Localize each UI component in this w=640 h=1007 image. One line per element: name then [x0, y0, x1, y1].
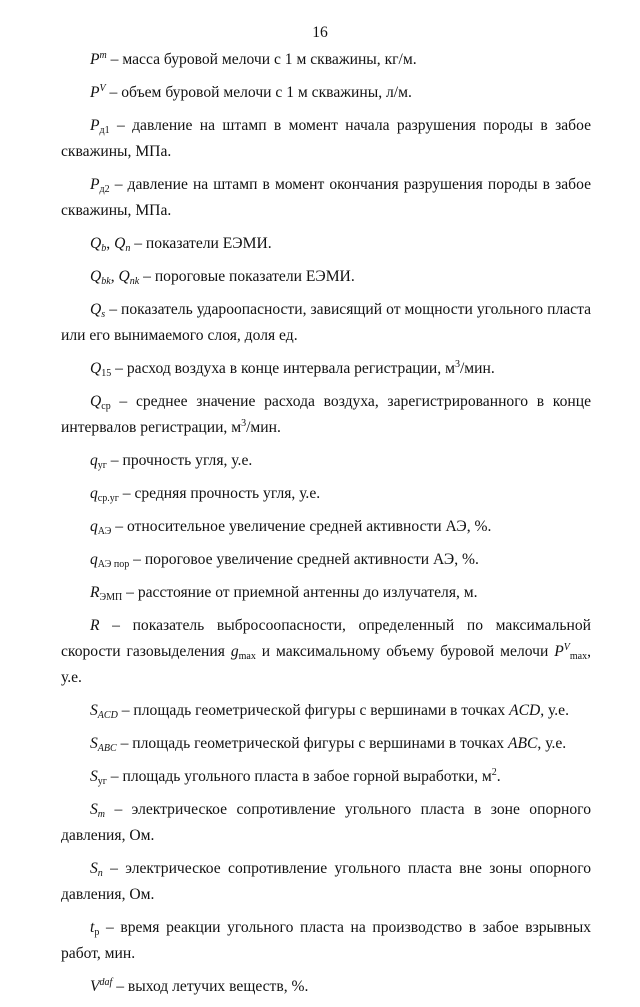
symbol-subscript: АЭ [97, 526, 112, 537]
definition-text: – прочность угля, у.е. [106, 452, 253, 469]
symbol-subscript: уг [97, 776, 107, 787]
definition-t-r [61, 915, 591, 967]
symbol: R [90, 584, 100, 601]
definition-v-daf [61, 974, 591, 1000]
definition-text: – давление на штамп в момент начала разрушения породы в забое скважины, МПа. [61, 117, 591, 160]
separator: , [106, 235, 115, 252]
definition-q-bk-q-nk [61, 264, 591, 290]
symbol: q [90, 485, 98, 502]
symbol: Q [90, 360, 102, 377]
definition-text: – площадь геометрической фигуры с вершинами в точках [117, 702, 510, 719]
definition-text: – площадь геометрической фигуры с вершинами в точках [116, 735, 508, 752]
definition-text: – масса буровой мелочи с 1 м скважины, кг/м. [106, 51, 417, 68]
symbol: Q [90, 301, 102, 318]
symbol-subscript: д2 [99, 184, 110, 195]
unit-exponent: 2 [491, 767, 497, 778]
unit-exponent: 3 [241, 418, 247, 429]
inline-symbol: ABC [507, 735, 538, 752]
definition-text: – относительное увеличение средней активности АЭ, %. [111, 518, 492, 535]
definition-p-m [61, 47, 591, 73]
definition-q-s [61, 297, 591, 349]
definition-q-sr [61, 389, 591, 441]
definition-q-b-q-n [61, 231, 591, 257]
symbol-superscript: daf [99, 977, 113, 988]
symbol: P [90, 176, 100, 193]
definition-text: – пороговое увеличение средней активности АЭ, %. [129, 551, 479, 568]
definition-text: – расход воздуха в конце интервала регистрации, м [111, 360, 455, 377]
definition-text: – электрическое сопротивление угольного пласта в зоне опорного давления, Ом. [61, 801, 591, 844]
inline-symbol: P [554, 643, 564, 660]
inline-symbol: g [230, 643, 239, 660]
definition-text-end: /мин. [246, 419, 281, 436]
definition-text: – показатели ЕЭМИ. [130, 235, 272, 252]
definition-text: – время реакции угольного пласта на производство в забое взрывных работ, мин. [61, 919, 591, 962]
symbol-subscript: р [94, 927, 100, 938]
symbol-subscript: m [97, 809, 106, 820]
definition-text: – средняя прочность угля, у.е. [118, 485, 321, 502]
symbol-subscript: s [101, 309, 106, 320]
symbol: R [90, 617, 100, 634]
page-number: 16 [312, 24, 328, 41]
symbol: S [90, 801, 98, 818]
definition-text: – электрическое сопротивление угольного пласта вне зоны опорного давления, Ом. [61, 860, 591, 903]
symbol: P [90, 117, 100, 134]
symbol-subscript: уг [97, 460, 107, 471]
definition-q-ae-por [61, 547, 591, 573]
definition-s-n [61, 856, 591, 908]
symbol: Q [118, 268, 130, 285]
symbol: V [90, 978, 100, 995]
symbol: S [90, 768, 98, 785]
symbol-subscript: ACD [97, 710, 118, 721]
inline-symbol-superscript: V [563, 642, 570, 653]
symbol: q [90, 452, 98, 469]
inline-symbol: ACD [509, 702, 541, 719]
symbol-subscript: д1 [99, 125, 110, 136]
symbol-superscript: m [99, 50, 107, 61]
symbol: t [90, 919, 95, 936]
symbol-subscript: n [125, 243, 131, 254]
definition-s-acd [61, 698, 591, 724]
symbol-subscript: bk [101, 276, 111, 287]
symbol-subscript: nk [129, 276, 140, 287]
definition-q-ae [61, 514, 591, 540]
definition-text: – выход летучих веществ, %. [112, 978, 309, 995]
symbol: S [90, 860, 98, 877]
symbol: S [90, 702, 98, 719]
definition-text-end: , у.е. [537, 735, 567, 752]
symbol: P [90, 84, 100, 101]
definition-text: – расстояние от приемной антенны до излучателя, м. [122, 584, 478, 601]
definition-text-end: /мин. [459, 360, 495, 377]
definition-q-15 [61, 356, 591, 382]
definition-text-end: . [496, 768, 501, 785]
definition-text-end: , у.е. [540, 702, 570, 719]
definition-text: – показатель выбросоопасности, определенный по максимальной скорости газовыделения [61, 617, 591, 660]
definition-s-abc [61, 731, 591, 757]
symbol: Q [90, 235, 102, 252]
symbol: q [90, 551, 98, 568]
symbol: Q [114, 235, 126, 252]
definition-r-emp [61, 580, 591, 606]
inline-symbol-subscript: max [569, 651, 588, 662]
definition-text: – давление на штамп в момент окончания разрушения породы в забое скважины, МПа. [61, 176, 591, 219]
definition-p-d1 [61, 113, 591, 165]
definition-p-v [61, 80, 591, 106]
symbol: P [90, 51, 100, 68]
definition-text: – показатель удароопасности, зависящий от мощности угольного пласта или его вынимаемого слоя, доля ед. [61, 301, 591, 344]
definition-s-ug [61, 764, 591, 790]
definition-p-d2 [61, 172, 591, 224]
definition-s-m [61, 797, 591, 849]
symbol: S [90, 735, 98, 752]
definition-text: – площадь угольного пласта в забое горной выработки, м [106, 768, 492, 785]
symbol-subscript: 15 [101, 368, 112, 379]
definition-text: – объем буровой мелочи с 1 м скважины, л/м. [105, 84, 412, 101]
definition-text-middle: и максимальному объему буровой мелочи [255, 643, 555, 660]
symbol-subscript: АЭ пор [97, 559, 130, 570]
symbol-superscript: V [99, 83, 106, 94]
symbol: Q [90, 393, 102, 410]
symbol-subscript: n [97, 868, 103, 879]
symbol-subscript: b [101, 243, 107, 254]
symbol-subscript: ЭМП [99, 592, 123, 603]
definition-text: – среднее значение расхода воздуха, зарегистрированного в конце интервалов регистрации, м [61, 393, 591, 436]
symbol-subscript: ABC [97, 743, 117, 754]
symbol-definitions [61, 47, 591, 1007]
symbol: Q [90, 268, 102, 285]
definition-q-sr-ug [61, 481, 591, 507]
definition-q-ug [61, 448, 591, 474]
symbol: q [90, 518, 98, 535]
unit-exponent: 3 [454, 359, 460, 370]
definition-text: – пороговые показатели ЕЭМИ. [139, 268, 355, 285]
symbol-subscript: ср [101, 401, 111, 412]
definition-text-end: , у.е. [61, 643, 591, 686]
symbol-subscript: ср.уг [97, 493, 119, 504]
definition-r [61, 613, 591, 691]
separator: , [110, 268, 119, 285]
inline-symbol-subscript: max [238, 651, 256, 662]
